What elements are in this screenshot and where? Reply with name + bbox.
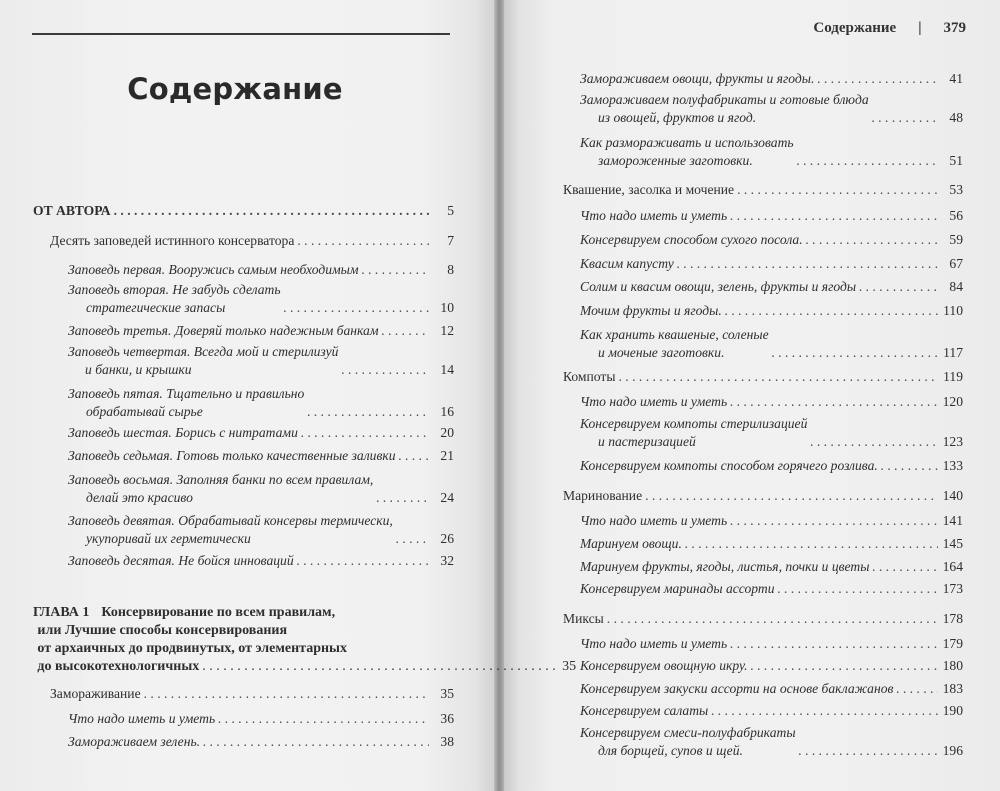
toc-entry: [580, 231, 963, 249]
toc-entry-page: 32: [440, 553, 454, 568]
toc-entry-title-line2: обрабатывай сырье: [86, 404, 203, 419]
leader-dots: [711, 702, 938, 720]
leader-dots: [799, 742, 938, 760]
leader-dots: [301, 424, 429, 442]
leader-dots: [607, 610, 938, 628]
toc-entry: [580, 512, 963, 530]
toc-entry-title-line2: для борщей, супов и щей.: [598, 743, 743, 758]
leader-dots: [114, 202, 429, 220]
toc-entry-title-line1: Заповедь пятая. Тщательно и правильно: [68, 386, 305, 401]
toc-entry: [580, 207, 963, 225]
toc-entry: [563, 368, 963, 386]
leader-dots: [730, 393, 938, 411]
toc-entry: [580, 255, 963, 273]
chapter-title-line3: от архаичных до продвинутых, от элементарных: [37, 641, 347, 656]
toc-entry: [580, 326, 963, 362]
leader-dots: [737, 181, 938, 199]
toc-entry-page: 5: [447, 203, 454, 218]
leader-dots: [872, 558, 938, 576]
toc-entry-title-line2: стратегические запасы: [86, 300, 226, 315]
toc-entry-page: 110: [943, 303, 963, 318]
toc-entry-page: 20: [440, 425, 454, 440]
toc-entry-page: 133: [942, 458, 963, 473]
toc-entry-title: Маринуем фрукты, ягоды, листья, почки и цветы: [580, 559, 870, 574]
toc-entry-title: Миксы: [563, 611, 604, 626]
leader-dots: [751, 657, 938, 675]
toc-entry: [580, 70, 963, 88]
toc-entry: [580, 134, 963, 170]
toc-entry-title: Что надо иметь и уметь: [580, 208, 728, 223]
leader-dots: [896, 680, 938, 698]
toc-entry-page: 141: [942, 513, 963, 528]
toc-entry: [580, 302, 963, 320]
toc-entry-page: 16: [440, 404, 454, 419]
chapter-title-line4: до высокотехнологичных: [37, 659, 200, 674]
leader-dots: [725, 302, 938, 320]
toc-entry-page: 26: [440, 531, 454, 546]
leader-dots: [297, 552, 429, 570]
toc-entry-title: Заповедь первая. Вооружись самым необходимым: [68, 262, 359, 277]
toc-entry-page: 21: [440, 448, 454, 463]
toc-entry-title-line2: и пастеризацией: [598, 434, 696, 449]
toc-entry-title: Консервируем компоты способом горячего розлива.: [580, 458, 878, 473]
page-number: 379: [943, 20, 966, 36]
toc-entry: [563, 610, 963, 628]
toc-entry-title: Что надо иметь и уметь: [580, 636, 728, 651]
toc-entry-title: Замораживание: [50, 686, 141, 701]
leader-dots: [872, 109, 938, 127]
leader-dots: [376, 489, 429, 507]
toc-entry-title: Солим и квасим овощи, зелень, фрукты и ягоды: [580, 279, 857, 294]
toc-entry-page: 56: [949, 208, 963, 223]
running-header-separator: |: [918, 20, 922, 36]
toc-entry-page: 190: [942, 703, 963, 718]
leader-dots: [859, 278, 938, 296]
toc-entry-title: Заповедь шестая. Борись с нитратами: [68, 425, 298, 440]
toc-entry-page: 140: [942, 488, 963, 503]
toc-entry-title-line1: Заповедь восьмая. Заполняя банки по всем правилам,: [68, 472, 374, 487]
toc-entry: [563, 487, 963, 505]
leader-dots: [797, 152, 938, 170]
toc-entry: [68, 343, 454, 379]
toc-entry-page: 24: [440, 490, 454, 505]
toc-entry: [580, 580, 963, 598]
toc-entry-title: Консервируем маринады ассорти: [580, 581, 775, 596]
leader-dots: [297, 232, 429, 250]
toc-entry-title: Замораживаем овощи, фрукты и ягоды.: [580, 71, 815, 86]
toc-entry-title: Десять заповедей истинного консерватора: [50, 233, 295, 248]
toc-entry: [580, 635, 963, 653]
toc-entry: [68, 552, 454, 570]
leader-dots: [619, 368, 939, 386]
toc-entry: [580, 415, 963, 451]
toc-entry-page: 53: [949, 182, 963, 197]
toc-entry-page: 48: [949, 110, 963, 125]
chapter-title-line2: или Лучшие способы консервирования: [37, 623, 288, 638]
toc-entry-title-line1: Как хранить квашеные, соленые: [580, 327, 769, 342]
toc-entry: [580, 680, 963, 698]
header-rule: [32, 33, 450, 35]
toc-entry-page: 119: [943, 369, 963, 384]
running-header-title: Содержание: [813, 20, 897, 36]
chapter-title-line1: Консервирование по всем правилам,: [101, 605, 336, 620]
running-header: [813, 20, 966, 37]
toc-entry-page: 41: [949, 71, 963, 86]
toc-entry: [68, 261, 454, 279]
toc-entry-page: 10: [440, 300, 454, 315]
toc-entry-title: Мочим фрукты и ягоды.: [580, 303, 722, 318]
toc-entry-page: 51: [949, 153, 963, 168]
toc-entry-title-line2: делай это красиво: [86, 490, 193, 505]
toc-entry-title: Консервируем закуски ассорти на основе баклажанов: [580, 681, 894, 696]
toc-entry-title-line1: Консервируем смеси-полуфабрикаты: [580, 725, 796, 740]
toc-entry: [50, 232, 454, 250]
toc-entry-title: ОТ АВТОРА: [33, 203, 111, 218]
toc-entry: [580, 278, 963, 296]
leader-dots: [144, 685, 429, 703]
toc-entry: [580, 91, 963, 127]
leader-dots: [772, 344, 938, 362]
toc-entry-title: Квашение, засолка и мочение: [563, 182, 735, 197]
toc-entry-title-line1: Консервируем компоты стерилизацией: [580, 416, 808, 431]
toc-entry: [68, 512, 454, 548]
toc-entry-title: Консервируем овощную икру.: [580, 658, 748, 673]
toc-entry: [68, 281, 454, 317]
toc-entry-title-line1: Замораживаем полуфабрикаты и готовые блюда: [580, 92, 869, 107]
leader-dots: [677, 255, 938, 273]
toc-entry-title: Что надо иметь и уметь: [68, 711, 216, 726]
toc-entry: [580, 393, 963, 411]
leader-dots: [284, 299, 429, 317]
toc-entry-title: Маринование: [563, 488, 643, 503]
toc-entry-page: 36: [440, 711, 454, 726]
toc-entry-title: Консервируем способом сухого посола.: [580, 232, 803, 247]
toc-entry: [33, 202, 454, 220]
toc-entry: [68, 447, 454, 465]
toc-entry-page: 196: [942, 743, 963, 758]
toc-entry-page: 67: [949, 256, 963, 271]
leader-dots: [730, 207, 938, 225]
toc-entry-title-line1: Заповедь четвертая. Всегда мой и стерилизуй: [68, 344, 339, 359]
toc-entry-title: Маринуем овощи.: [580, 536, 682, 551]
toc-entry-page: 179: [942, 636, 963, 651]
leader-dots: [730, 635, 938, 653]
toc-entry: [580, 558, 963, 576]
toc-entry-title: Заповедь третья. Доверяй только надежным банкам: [68, 323, 379, 338]
leader-dots: [341, 361, 429, 379]
toc-entry: [68, 424, 454, 442]
toc-entry-title: Заповедь десятая. Не бойся инноваций: [68, 553, 294, 568]
toc-entry-title: Заповедь седьмая. Готовь только качественные заливки: [68, 448, 396, 463]
toc-entry-page: 84: [949, 279, 963, 294]
toc-entry: [580, 657, 963, 675]
toc-entry-page: 35: [440, 686, 454, 701]
toc-entry-title: Компоты: [563, 369, 616, 384]
toc-entry: [580, 535, 963, 553]
toc-entry-title-line2: укупоривай их герметически: [86, 531, 251, 546]
toc-entry-page: 178: [942, 611, 963, 626]
leader-dots: [817, 70, 938, 88]
leader-dots: [645, 487, 938, 505]
leader-dots: [778, 580, 939, 598]
toc-entry-page: 173: [942, 581, 963, 596]
leader-dots: [218, 710, 429, 728]
leader-dots: [399, 447, 430, 465]
leader-dots: [730, 512, 938, 530]
toc-entry-title: Что надо иметь и уметь: [580, 394, 728, 409]
leader-dots: [685, 535, 938, 553]
toc-entry-page: 120: [942, 394, 963, 409]
toc-entry-title-line1: Как размораживать и использовать: [580, 135, 794, 150]
toc-entry-page: 164: [942, 559, 963, 574]
toc-entry-page: 14: [440, 362, 454, 377]
toc-entry-page: 8: [447, 262, 454, 277]
toc-entry: [68, 385, 454, 421]
toc-entry-page: 123: [942, 434, 963, 449]
toc-entry: [68, 710, 454, 728]
toc-entry-title: Квасим капусту: [580, 256, 674, 271]
leader-dots: [881, 457, 938, 475]
leader-dots: [382, 322, 429, 340]
toc-entry-title-line1: Заповедь девятая. Обрабатывай консервы термически,: [68, 513, 393, 528]
toc-entry-page: 145: [942, 536, 963, 551]
toc-entry: [580, 724, 963, 760]
toc-entry-page: 183: [942, 681, 963, 696]
toc-entry: [68, 733, 454, 751]
toc-entry-title: Что надо иметь и уметь: [580, 513, 728, 528]
leader-dots: [396, 530, 429, 548]
leader-dots: [806, 231, 938, 249]
leader-dots: [202, 658, 559, 676]
toc-entry-page: 7: [447, 233, 454, 248]
toc-entry-title-line2: из овощей, фруктов и ягод.: [598, 110, 757, 125]
toc-entry: [580, 702, 963, 720]
toc-entry-title-line1: Заповедь вторая. Не забудь сделать: [68, 282, 281, 297]
toc-entry-page: 180: [942, 658, 963, 673]
toc-entry-page: 59: [949, 232, 963, 247]
leader-dots: [203, 733, 429, 751]
toc-entry-title: Консервируем салаты: [580, 703, 709, 718]
chapter-entry: [33, 604, 577, 676]
leader-dots: [810, 433, 938, 451]
chapter-page: 35: [562, 659, 577, 674]
toc-entry: [563, 181, 963, 199]
page-title: Содержание: [127, 72, 343, 106]
toc-entry-title: Замораживаем зелень.: [68, 734, 201, 749]
toc-entry: [68, 471, 454, 507]
toc-entry-page: 12: [440, 323, 454, 338]
leader-dots: [307, 403, 429, 421]
toc-entry: [68, 322, 454, 340]
toc-entry-page: 38: [440, 734, 454, 749]
toc-entry-title-line2: и моченые заготовки.: [598, 345, 725, 360]
chapter-label: ГЛАВА 1: [33, 605, 90, 620]
leader-dots: [362, 261, 429, 279]
toc-entry-page: 117: [943, 345, 963, 360]
toc-entry-title-line2: и банки, и крышки: [85, 362, 192, 377]
toc-entry: [580, 457, 963, 475]
toc-entry: [50, 685, 454, 703]
toc-entry-title-line2: замороженные заготовки.: [598, 153, 753, 168]
